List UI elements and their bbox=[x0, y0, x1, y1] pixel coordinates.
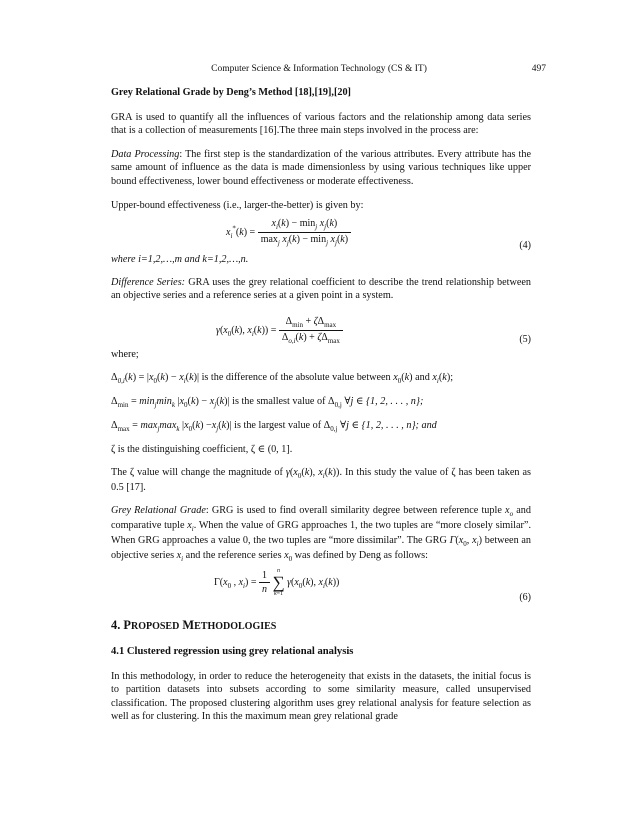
where-indices: where i=1,2,…,m and k=1,2,…,n. bbox=[111, 254, 249, 265]
section-heading bbox=[111, 86, 531, 99]
page-number: 497 bbox=[531, 64, 546, 74]
final-paragraph: In this methodology, in order to reduce the heterogeneity that exists in the datasets, the initial focus is to partition datasets into subsets according to some similarity measure, called unsupervised classification. The proposed clustering algorithm uses grey relational analysis for feature selection as well as for clustering. In this the maximum mean grey relational grade bbox=[111, 671, 531, 722]
delta-definition-2: $\Delta_{min} = \min_j\min_k$ $|x_0(k) - x_j(k)|$ is the smallest value of $\Delta_{0,j}$ ∀j ∈ {1, 2, . . . , n}; bbox=[111, 396, 424, 410]
delta-definition-3: $\Delta_{max} = \max_j\max_k$ $|x_0(k) -x_j(k)|$ is the largest value of $\Delta_{0,j}$ ∀j ∈ {1, 2, . . . , n}; and bbox=[111, 420, 437, 434]
journal-title: Computer Science & Information Technology (CS & IT) bbox=[211, 64, 427, 74]
delta-definition-1: $\Delta_{0,i}(k) = |x_0(k) - x_i(k)|$ is the difference of the absolute value between $x_0(k)$ and $x_i(k)$; bbox=[111, 372, 454, 386]
paper-page: Computer Science & Information Technology (CS & IT) 497 Grey Relational Grade by Deng’s Method [18],[19],[20] GRA is used to quantify all the influences of various factors and the relationship among data series that is a collection of measurements [16].The three main steps involved in the process are: Data Processing: The first step is the standardization of the various attributes. Every attribute has the same amount of influence as the data is made dimensionless by using various techniques like upper bound effectiveness, lower bound effectiveness or moderate effectiveness. Upper-bound effectiveness (i.e., larger-the-better) is given by: $x_i^*(k)$ = $\frac{x_i(k) - \min_j x_j(k)}{\max_j x_j(k) - \min_j x_j(k)}$ (4) where i=1,2,…,m and k=1,2,…,n. Difference Series: GRA uses the grey relational coefficient to describe the trend relationship between an objective series and a reference series at a given point in a system. $\gamma(x_0(k)$, $x_i(k)$) = $\frac{\Delta_{min} + \zeta\Delta_{max}}{\Delta_{o,i}(k) + \zeta\Delta_{max}}$ (5) where; $\Delta_{0,i}(k) = |x_0(k) - x_i(k)|$ is the difference of the absolute value between $x_0(k)$ and $x_i(k)$; $\Delta_{min} = \min_j\min_k$ $|x_0(k) - x_j(k)|$ is the smallest value of $\Delta_{0,j}$ ∀j ∈ {1, 2, . . . , n}; $\Delta_{max} = \max_j\max_k$ $|x_0(k) -x_j(k)|$ is the largest value of $\Delta_{0,j}$ ∀j ∈ {1, 2, . . . , n}; and ζ is the distinguishing coefficient, ζ ∈ (0, 1]. The ζ value will change the magnitude of $\gamma(x_0(k)$, $x_i(k)$). In this study the value of ζ has been taken as 0.5 [17]. Grey Relational Grade: GRG is used to find overall similarity degree between reference tuple $x_o$ and comparative tuple $x_i$. When the value of GRG approaches 1, the two tuples are “more closely similar”. When GRG approaches a value 0, the two tuples are “more dissimilar”. The GRG $\Gamma(x_0$, $x_i$) between an objective series $x_i$ and the reference series $x_0$ was defined by Deng as follows: $\Gamma(x_0$ , $x_i$) = $\frac{1}{n}$ n ∑ k=1 $\gamma(x_0(k)$, $x_i(k)$) (6) 4. PROPOSED METHODOLOGIES 4.1 Clustered regression using grey relational analysis In this methodology, in order to reduce the heterogeneity that exists in the datasets, the initial focus is to partition datasets into subsets according to some similarity measure, called unsupervised classification. The proposed clustering algorithm uses grey relational analysis for feature selection as well as for clustering. In this the maximum mean grey relational grade bbox=[0, 0, 638, 826]
equation-5-number: (5) bbox=[519, 334, 531, 345]
where-label: where; bbox=[111, 349, 139, 360]
intro-paragraph: GRA is used to quantify all the influences of various factors and the relationship among data series that is a collection of measurements [16].The three main steps involved in the process are: bbox=[111, 112, 531, 137]
data-processing-paragraph: Data Processing: The first step is the standardization of the various attributes. Every attribute has the same amount of influence as the data is made dimensionless by using various techniques like upper bound effectiveness, lower bound effectiveness or moderate effectiveness. bbox=[111, 149, 531, 187]
equation-4-number: (4) bbox=[519, 240, 531, 251]
equation-6-number: (6) bbox=[519, 592, 531, 603]
upper-bound-intro: Upper-bound effectiveness (i.e., larger-the-better) is given by: bbox=[111, 200, 364, 211]
section-4-heading: 4. PROPOSED METHODOLOGIES bbox=[111, 618, 277, 632]
grg-paragraph: Grey Relational Grade: GRG is used to find overall similarity degree between reference tuple $x_o$ and comparative tuple $x_i$. When the value of GRG approaches 1, the two tuples are “more closely similar”. When GRG approaches a value 0, the two tuples are “more dissimilar”. The GRG $\Gamma(x_0$, $x_i$) between an objective series $x_i$ and the reference series $x_0$ was defined by Deng as follows: bbox=[111, 505, 532, 564]
section-title: Grey Relational Grade by Deng’s Method [18],[19],[20] bbox=[111, 87, 351, 98]
zeta-paragraph: The ζ value will change the magnitude of $\gamma(x_0(k)$, $x_i(k)$). In this study the value of ζ has been taken as 0.5 [17]. bbox=[111, 467, 532, 494]
difference-series-paragraph: Difference Series: GRA uses the grey relational coefficient to describe the trend relationship between an objective series and a reference series at a given point in a system. bbox=[111, 277, 532, 302]
subsection-4-1-heading: 4.1 Clustered regression using grey relational analysis bbox=[111, 646, 354, 657]
zeta-definition: ζ is the distinguishing coefficient, ζ ∈ (0, 1]. bbox=[111, 444, 293, 455]
